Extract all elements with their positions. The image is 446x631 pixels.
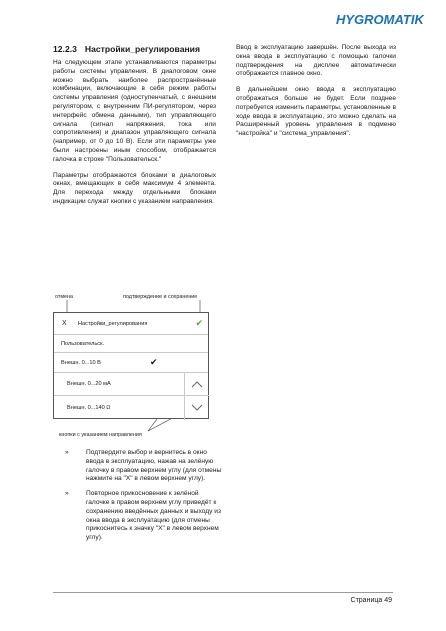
callout-confirm: подтверждение и сохранение xyxy=(123,294,198,300)
option-row-0-10v[interactable] xyxy=(54,353,208,373)
chevron-up-icon xyxy=(191,381,203,388)
callout-cancel: отмена xyxy=(55,294,74,300)
logo-graphic xyxy=(336,11,424,27)
bullet-mark: » xyxy=(65,490,69,498)
left-column xyxy=(53,44,216,207)
option-label: Внешн. 0...10 В xyxy=(61,359,101,366)
left-paragraph-2: Параметры отображаются блоками в диалоговых окнах, вмещающих в себя максимум 4 элемента. Для перехода между отдельными блоками индикации служат кнопки с указанием направления. xyxy=(53,171,216,205)
dialog-title-bar xyxy=(54,313,208,335)
right-paragraph-1: Ввод в эксплуатацию завершён. После выхода из окна ввода в эксплуатацию с помощью галочки подтверждения на дисплее автоматически отображается главное окно. xyxy=(236,44,396,78)
right-column xyxy=(236,44,396,139)
list-item xyxy=(53,449,223,484)
dialog-title: Настройки_регулирования xyxy=(78,320,148,327)
bullet-text: Повторное прикосновение к зелёной галочке в правом верхнем углу приведёт к сохранению введённых данных и выходу из окна ввода в эксплуатацию (для отмены прикоснитесь к значку "X" в левом верхнем углу). xyxy=(86,490,221,542)
instruction-list xyxy=(53,449,223,543)
section-number: 12.2.3 xyxy=(53,44,77,54)
settings-dialog xyxy=(53,312,209,419)
option-label: Пользовательск. xyxy=(61,340,105,347)
confirm-check-icon[interactable]: ✔ xyxy=(195,318,203,328)
scroll-down-button[interactable] xyxy=(185,396,209,419)
scroll-up-button[interactable] xyxy=(185,373,209,396)
option-label: Внешн. 0...20 мА xyxy=(67,381,111,387)
bullet-text: Подтвердите выбор и вернитесь в окно ввода в эксплуатацию, нажав на зелёную галочку в правом верхнем углу (для отмены нажмите на "X" в левом верхнем углу). xyxy=(86,449,222,483)
scroll-arrows xyxy=(184,373,208,420)
section-title: Настройки_регулирования xyxy=(84,44,200,54)
close-button[interactable]: X xyxy=(62,320,67,327)
settings-dialog-figure xyxy=(53,294,223,439)
callout-arrows: кнопки с указанием направления xyxy=(59,432,142,438)
section-heading xyxy=(53,44,216,54)
page-number: Страница 49 xyxy=(350,597,392,604)
chevron-down-icon xyxy=(191,404,203,411)
logo-text: HYGROMATIK xyxy=(336,12,424,27)
footer-rule xyxy=(53,592,393,593)
list-item xyxy=(53,490,223,543)
left-paragraph-1: На следующем этапе устанавливаются параметры работы системы управления. В диалоговом окне можно выбрать наиболее распространённые комбинации, включающие в себя режим работы системы управления (одноступенчатый, с внешним регулятором, с внутренним ПИ-регулятором, через интерфейс обмена данными), тип управляющего сигнала (сигнал напряжения, тока или сопротивления) и диапазон управляющего сигнала (например, от 0 до 10 В). Если эти параметры уже были настроены иным способом, отображается галочка в строке "Пользовательск." xyxy=(53,59,216,163)
bullet-mark: » xyxy=(65,449,69,456)
selected-check-icon: ✔ xyxy=(150,357,158,367)
option-row-0-140ohm[interactable] xyxy=(54,396,186,420)
option-row-0-20ma[interactable] xyxy=(54,373,186,396)
option-row-custom[interactable] xyxy=(54,335,208,353)
option-label: Внешн. 0...140 Ω xyxy=(67,405,111,411)
right-paragraph-2: В дальнейшем окно ввода в эксплуатацию отображаться больше не будет. Если позднее потребуется изменить параметры, установленные в ходе ввода в эксплуатацию, это можно сделать на Расширенный уровень управления в подменю "настройка" и "система_управления". xyxy=(236,86,396,138)
hygromatik-logo xyxy=(336,11,424,27)
